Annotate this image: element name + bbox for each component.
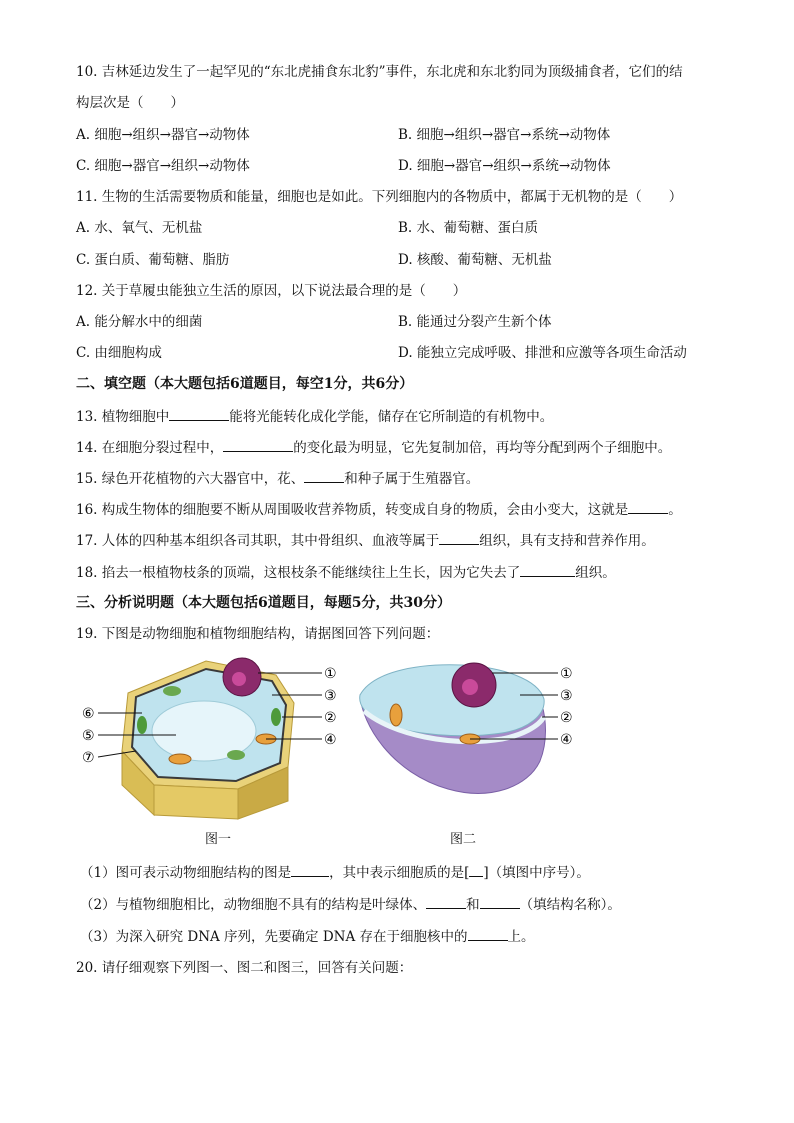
q16 — [76, 499, 682, 520]
fig1-caption: 图一 — [205, 832, 232, 847]
q14-text-a: 14. 在细胞分裂过程中， — [76, 440, 224, 456]
nucleolus — [232, 672, 246, 686]
q19-sub2-text-a: （2）与植物细胞相比，动物细胞不具有的结构是叶绿体、 — [80, 897, 427, 913]
q17 — [76, 530, 655, 551]
q19-sub1-blank-2[interactable] — [469, 862, 483, 877]
q11-option-b: B. 水、葡萄糖、蛋白质 — [398, 220, 539, 236]
q14 — [76, 437, 671, 458]
fig1-label-4: ④ — [324, 732, 337, 748]
q10-stem-line1: 10. 吉林延边发生了一起罕见的“东北虎捕食东北豹”事件，东北虎和东北豹同为顶级捕食者，它们的结 — [76, 64, 683, 80]
q15-blank[interactable] — [304, 468, 344, 483]
chloroplast-icon — [163, 686, 181, 696]
fig2-label-4: ④ — [560, 732, 573, 748]
q19-sub2 — [80, 894, 621, 915]
q14-text-b: 的变化最为明显，它先复制加倍，再均等分配到两个子细胞中。 — [293, 440, 672, 456]
q10-option-d: D. 细胞→器官→组织→系统→动物体 — [398, 158, 611, 174]
q19-sub1 — [80, 862, 590, 883]
fig2-caption: 图二 — [450, 832, 477, 847]
q19-sub3 — [80, 926, 535, 947]
q10-option-b: B. 细胞→组织→器官→系统→动物体 — [398, 127, 611, 143]
q12-option-a: A. 能分解水中的细菌 — [76, 314, 203, 330]
q18-text-a: 18. 掐去一根植物枝条的顶端，这根枝条不能继续往上生长，因为它失去了 — [76, 565, 521, 581]
mitochondrion-icon — [169, 754, 191, 764]
q16-text-b: 。 — [668, 502, 682, 518]
fig1-label-1: ① — [324, 666, 337, 682]
q17-text-a: 17. 人体的四种基本组织各司其职，其中骨组织、血液等属于 — [76, 533, 440, 549]
q10-option-a: A. 细胞→组织→器官→动物体 — [76, 127, 250, 143]
q15 — [76, 468, 479, 489]
section-3-heading: 三、分析说明题（本大题包括6道题目，每题5分，共30分） — [76, 595, 451, 611]
q19-sub1-text-b: ，其中表示细胞质的是[ — [329, 865, 470, 881]
fig1-label-6: ⑥ — [82, 706, 95, 722]
chloroplast-icon — [271, 708, 281, 726]
q18-blank[interactable] — [520, 562, 575, 577]
q19-sub2-blank-1[interactable] — [426, 894, 466, 909]
q11-stem: 11. 生物的生活需要物质和能量，细胞也是如此。下列细胞内的各物质中，都属于无机物的是（ ） — [76, 189, 683, 205]
q15-text-b: 和种子属于生殖器官。 — [344, 471, 480, 487]
cell-wall-front-face — [154, 785, 238, 819]
fig2-label-1: ① — [560, 666, 573, 682]
chloroplast-icon — [227, 750, 245, 760]
q10-stem-line2: 构层次是（ ） — [76, 95, 184, 111]
fig1-label-2: ② — [324, 710, 337, 726]
plant-cell-figure — [76, 655, 356, 825]
section-2-heading: 二、填空题（本大题包括6道题目，每空1分，共6分） — [76, 376, 414, 392]
q19-sub2-text-c: （填结构名称）。 — [519, 897, 621, 913]
q11-option-c: C. 蛋白质、葡萄糖、脂肪 — [76, 252, 230, 268]
fig1-label-3: ③ — [324, 688, 337, 704]
q15-text-a: 15. 绿色开花植物的六大器官中，花、 — [76, 471, 305, 487]
q18-text-b: 组织。 — [575, 565, 616, 581]
q14-blank[interactable] — [223, 437, 293, 452]
nucleolus — [462, 679, 478, 695]
animal-cell-figure — [352, 655, 592, 805]
fig2-label-2: ② — [560, 710, 573, 726]
q19-sub1-text-a: （1）图可表示动物细胞结构的图是 — [80, 865, 292, 881]
q13 — [76, 406, 553, 427]
q13-blank[interactable] — [169, 406, 229, 421]
fig2-label-3: ③ — [560, 688, 573, 704]
q19-sub3-blank[interactable] — [468, 926, 508, 941]
fig1-label-5: ⑤ — [82, 728, 95, 744]
q12-stem: 12. 关于草履虫能独立生活的原因，以下说法最合理的是（ ） — [76, 283, 467, 299]
q12-option-c: C. 由细胞构成 — [76, 345, 162, 361]
q19-sub1-text-c: ]（填图中序号）。 — [483, 865, 590, 881]
q19-sub3-text-b: 上。 — [507, 929, 535, 945]
q11-option-a: A. 水、氧气、无机盐 — [76, 220, 203, 236]
q19-sub1-blank-1[interactable] — [291, 862, 329, 877]
q20-stem: 20. 请仔细观察下列图一、图二和图三，回答有关问题： — [76, 960, 413, 976]
q11-option-d: D. 核酸、葡萄糖、无机盐 — [398, 252, 552, 268]
q10-option-c: C. 细胞→器官→组织→动物体 — [76, 158, 250, 174]
fig1-label-7: ⑦ — [82, 750, 95, 766]
q17-text-b: 组织，具有支持和营养作用。 — [479, 533, 655, 549]
q19-sub2-text-b: 和 — [466, 897, 480, 913]
q16-text-a: 16. 构成生物体的细胞要不断从周围吸收营养物质，转变成自身的物质，会由小变大，这就是 — [76, 502, 629, 518]
q19-sub2-blank-2[interactable] — [480, 894, 520, 909]
mitochondrion-icon — [390, 704, 402, 726]
chloroplast-icon — [137, 716, 147, 734]
q12-option-b: B. 能通过分裂产生新个体 — [398, 314, 552, 330]
q18 — [76, 562, 616, 583]
q12-option-d: D. 能独立完成呼吸、排泄和应激等各项生命活动 — [398, 345, 687, 361]
q17-blank[interactable] — [439, 530, 479, 545]
q19-sub3-text-a: （3）为深入研究 DNA 序列，先要确定 DNA 存在于细胞核中的 — [80, 929, 468, 945]
q13-text-a: 13. 植物细胞中 — [76, 409, 170, 425]
q19-stem: 19. 下图是动物细胞和植物细胞结构，请据图回答下列问题： — [76, 626, 440, 642]
q16-blank[interactable] — [628, 499, 668, 514]
q13-text-b: 能将光能转化成化学能，储存在它所制造的有机物中。 — [229, 409, 554, 425]
